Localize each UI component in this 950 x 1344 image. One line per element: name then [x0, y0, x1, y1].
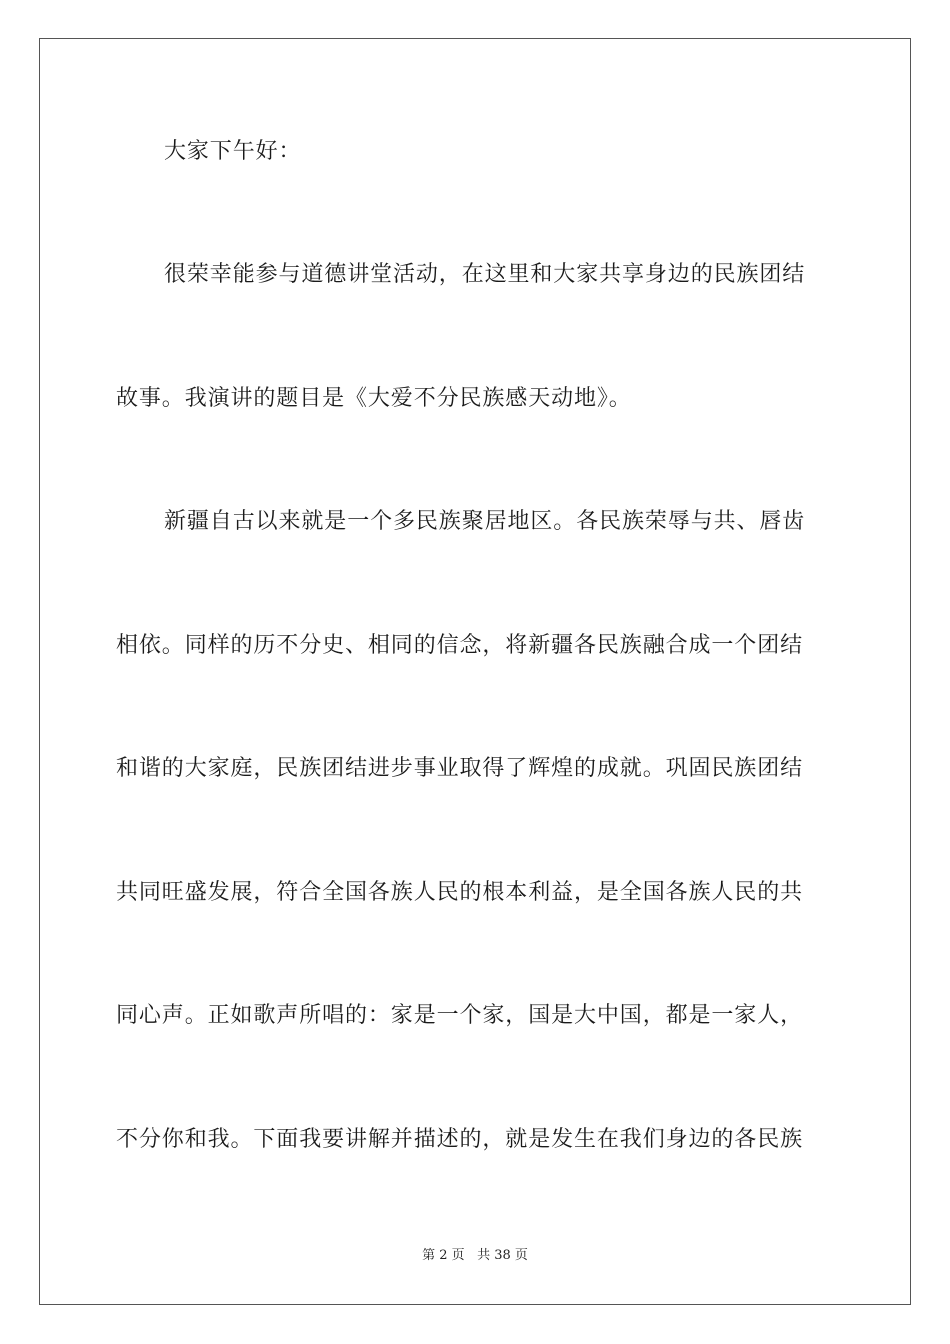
paragraph-line: 共同旺盛发展，符合全国各族人民的根本利益，是全国各族人民的共	[116, 880, 804, 905]
page-number: 第 2 页	[422, 1248, 465, 1263]
page-total: 共 38 页	[477, 1248, 528, 1263]
paragraph-line: 新疆自古以来就是一个多民族聚居地区。各民族荣辱与共、唇齿	[164, 509, 806, 534]
paragraph-line: 同心声。正如歌声所唱的：家是一个家，国是大中国，都是一家人，	[116, 1003, 804, 1028]
paragraph-line: 相依。同样的历不分史、相同的信念，将新疆各民族融合成一个团结	[116, 633, 804, 658]
page-frame	[39, 38, 911, 1305]
paragraph-line: 故事。我演讲的题目是《大爱不分民族感天动地》。	[116, 386, 632, 411]
paragraph-line: 不分你和我。下面我要讲解并描述的，就是发生在我们身边的各民族	[116, 1127, 804, 1152]
page-footer	[0, 1247, 950, 1265]
paragraph-line: 和谐的大家庭，民族团结进步事业取得了辉煌的成就。巩固民族团结	[116, 756, 804, 781]
greeting-line: 大家下午好：	[164, 139, 302, 164]
paragraph-line: 很荣幸能参与道德讲堂活动，在这里和大家共享身边的民族团结	[164, 262, 806, 287]
